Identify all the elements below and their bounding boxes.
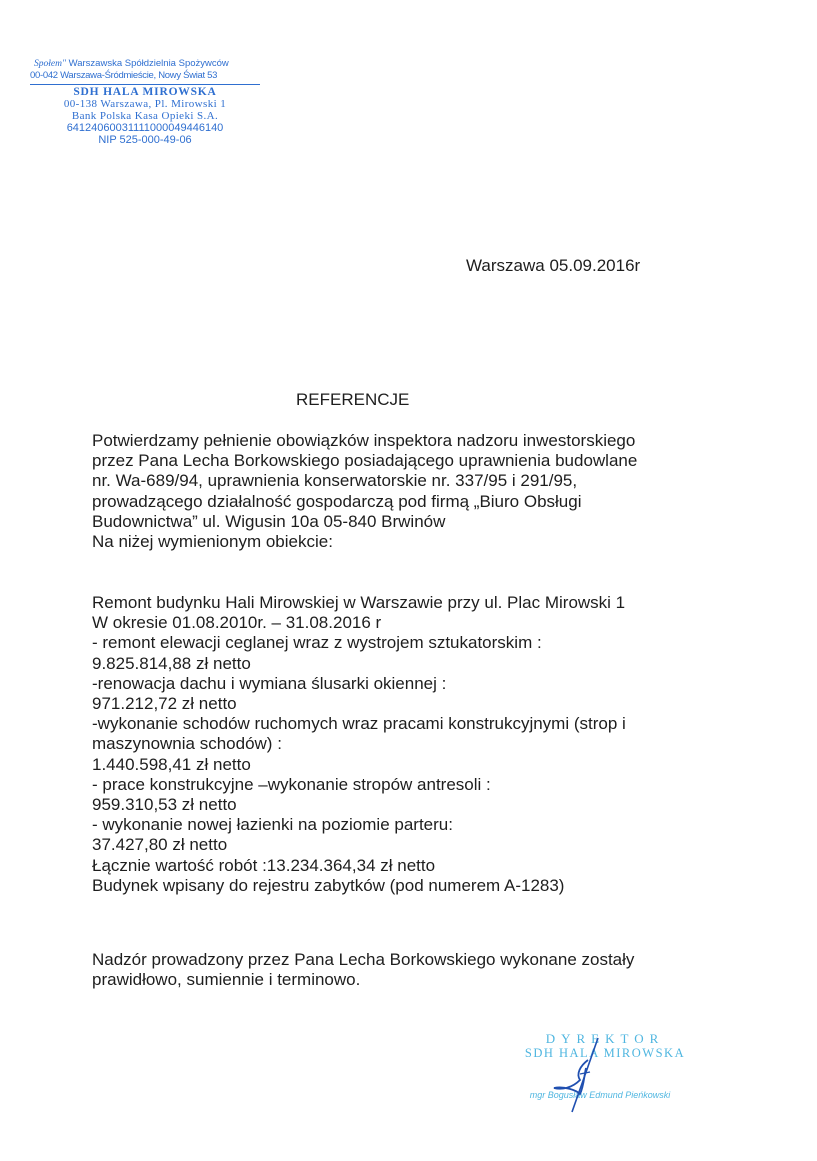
text-line: - remont elewacji ceglanej wraz z wystrojem sztukatorskim : — [92, 633, 542, 653]
stamp-line-account: 64124060031111000049446140 — [66, 122, 224, 134]
paragraph-conclusion — [92, 950, 792, 990]
text-line: prawidłowo, sumiennie i terminowo. — [92, 970, 361, 990]
text-line: Łącznie wartość robót :13.234.364,34 zł netto — [92, 855, 436, 875]
company-stamp — [30, 58, 260, 146]
document-title: REFERENCJE — [296, 390, 410, 409]
text-line: nr. Wa-689/94, uprawnienia konserwatorskie nr. 337/95 i 291/95, — [92, 471, 578, 491]
text-line: 37.427,80 zł netto — [92, 835, 228, 855]
text-line: 1.440.598,41 zł netto — [92, 754, 251, 774]
stamp-line-bank: Bank Polska Kasa Opieki S.A. — [71, 110, 219, 122]
text-line: 959.310,53 zł netto — [92, 795, 237, 815]
text-line: -wykonanie schodów ruchomych wraz pracami konstrukcyjnymi (strop i — [92, 714, 626, 734]
stamp-line-nip: NIP 525-000-49-06 — [98, 134, 192, 146]
signature-role: DYREKTOR — [545, 1031, 665, 1046]
stamp-line-hall-name: SDH HALA MIROWSKA — [73, 86, 217, 98]
text-line: Budynek wpisany do rejestru zabytków (pod numerem A-1283) — [92, 875, 565, 895]
text-line: -renowacja dachu i wymiana ślusarki okiennej : — [92, 673, 447, 693]
signature-organization: SDH HALA MIROWSKA — [524, 1046, 686, 1060]
text-line: przez Pana Lecha Borkowskiego posiadającego uprawnienia budowlane — [92, 451, 638, 471]
text-line: maszynownia schodów) : — [92, 734, 282, 754]
text-line: Nadzór prowadzony przez Pana Lecha Borkowskiego wykonane zostały — [92, 950, 635, 969]
stamp-brand: Społem" — [34, 59, 66, 69]
text-line: Potwierdzamy pełnienie obowiązków inspektora nadzoru inwestorskiego — [92, 431, 636, 450]
text-line: 9.825.814,88 zł netto — [92, 653, 251, 673]
paragraph-confirmation — [92, 431, 792, 552]
text-line: - wykonanie nowej łazienki na poziomie parteru: — [92, 815, 453, 835]
paragraph-works-list — [92, 593, 792, 896]
stamp-line-address: 00-042 Warszawa-Śródmieście, Nowy Świat 53 — [30, 70, 260, 85]
handwritten-signature-icon — [550, 1030, 630, 1120]
text-line: prowadzącego działalność gospodarczą pod firmą „Biuro Obsługi — [92, 491, 582, 511]
text-line: Budownictwa” ul. Wigusin 10a 05-840 Brwinów — [92, 511, 446, 531]
signature-block — [470, 1032, 700, 1100]
stamp-line-cooperative — [30, 58, 260, 70]
text-line: - prace konstrukcyjne –wykonanie stropów antresoli : — [92, 774, 491, 794]
text-line: Na niżej wymienionym obiekcie: — [92, 532, 333, 552]
signature-name: mgr Bogusław Edmund Pieńkowski — [529, 1090, 671, 1100]
text-line: 971.212,72 zł netto — [92, 694, 237, 714]
text-line: W okresie 01.08.2010r. – 31.08.2016 r — [92, 613, 382, 633]
document-date: Warszawa 05.09.2016r — [466, 256, 641, 275]
text-line: Remont budynku Hali Mirowskiej w Warszawie przy ul. Plac Mirowski 1 — [92, 593, 626, 612]
stamp-line-hall-address: 00-138 Warszawa, Pl. Mirowski 1 — [63, 98, 227, 110]
stamp-cooperative-name: Warszawska Spółdzielnia Spożywców — [65, 58, 229, 69]
